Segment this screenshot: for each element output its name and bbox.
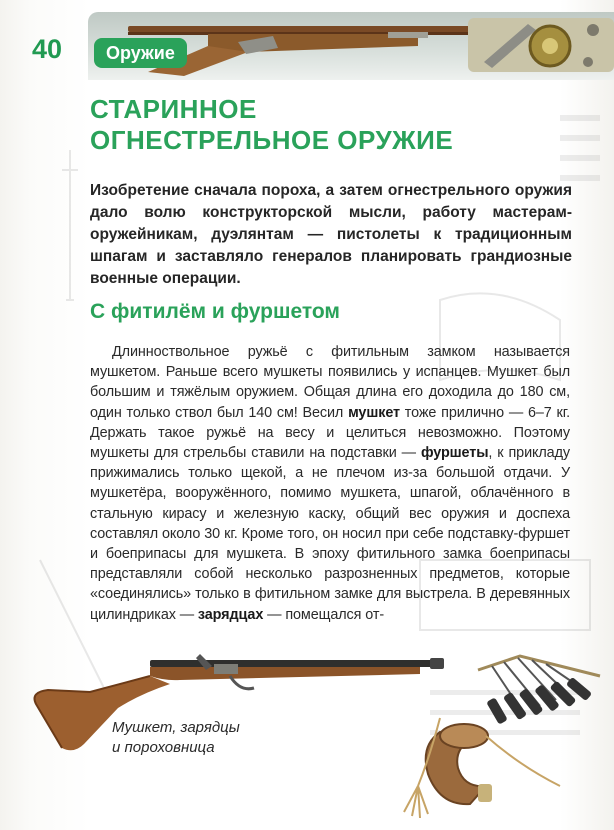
title-line: СТАРИННОЕ bbox=[90, 94, 257, 124]
intro-paragraph: Изобретение сначала пороха, а затем огнестрельного оружия дало волю конструкторской мысли, работу мастерам-оружейникам, дуэлянтам — пистолеты к традиционным шпагам и заставляло генералов планировать грандиозные военные операции. bbox=[90, 182, 572, 287]
bottom-illustration bbox=[0, 636, 614, 830]
body-paragraph bbox=[90, 342, 570, 625]
body-text-part: — помещался от- bbox=[263, 606, 385, 623]
page-number: 40 bbox=[32, 34, 63, 64]
body-text-part: , к прикладу прижимались только щекой, а не плечом из-за большой отдачи. У мушкетёра, вооружённого, помимо мушкета, шпагой, облачённого в стальную кирасу и железную каску, общий вес оружия и доспеха составлял около 30 кг. Кроме того, он носил при себе подставку-фуршет и боеприпасы для мушкета. В эпоху фитильного замка боеприпасы представляли собой несколько разрозненных предметов, которые «соединялись» только в фитильном замке для выстрела. В деревянных цилиндриках — bbox=[90, 445, 570, 623]
image-caption bbox=[112, 718, 240, 758]
charges-image bbox=[478, 656, 600, 725]
caption-line: и пороховница bbox=[112, 739, 215, 756]
section-label: Оружие bbox=[94, 38, 187, 68]
term-musket: мушкет bbox=[348, 404, 400, 421]
page-title bbox=[90, 94, 453, 156]
title-line: ОГНЕСТРЕЛЬНОЕ ОРУЖИЕ bbox=[90, 125, 454, 155]
caption-line: Мушкет, зарядцы bbox=[112, 719, 240, 736]
powder-horn-image bbox=[404, 718, 560, 818]
term-charges: зарядцах bbox=[197, 606, 264, 623]
subheading: С фитилём и фуршетом bbox=[90, 300, 340, 323]
wheel-lock-image bbox=[468, 18, 614, 72]
body-text-part: тоже прилично — 6–7 кг. Держать такое ружьё на весу и целиться невозможно. Поэтому мушкеты для стрельбы ставили на подставки — bbox=[90, 404, 570, 462]
body-text-part: Длинноствольное ружьё с фитильным замком называется мушкетом. Раньше всего мушкеты появились у испанцев. Мушкет был большим и тяжёлым оружием. Общая длина его доходила до 180 см, один только ствол был 140 см! Весил bbox=[90, 344, 570, 421]
term-forks: фуршеты bbox=[420, 445, 489, 462]
